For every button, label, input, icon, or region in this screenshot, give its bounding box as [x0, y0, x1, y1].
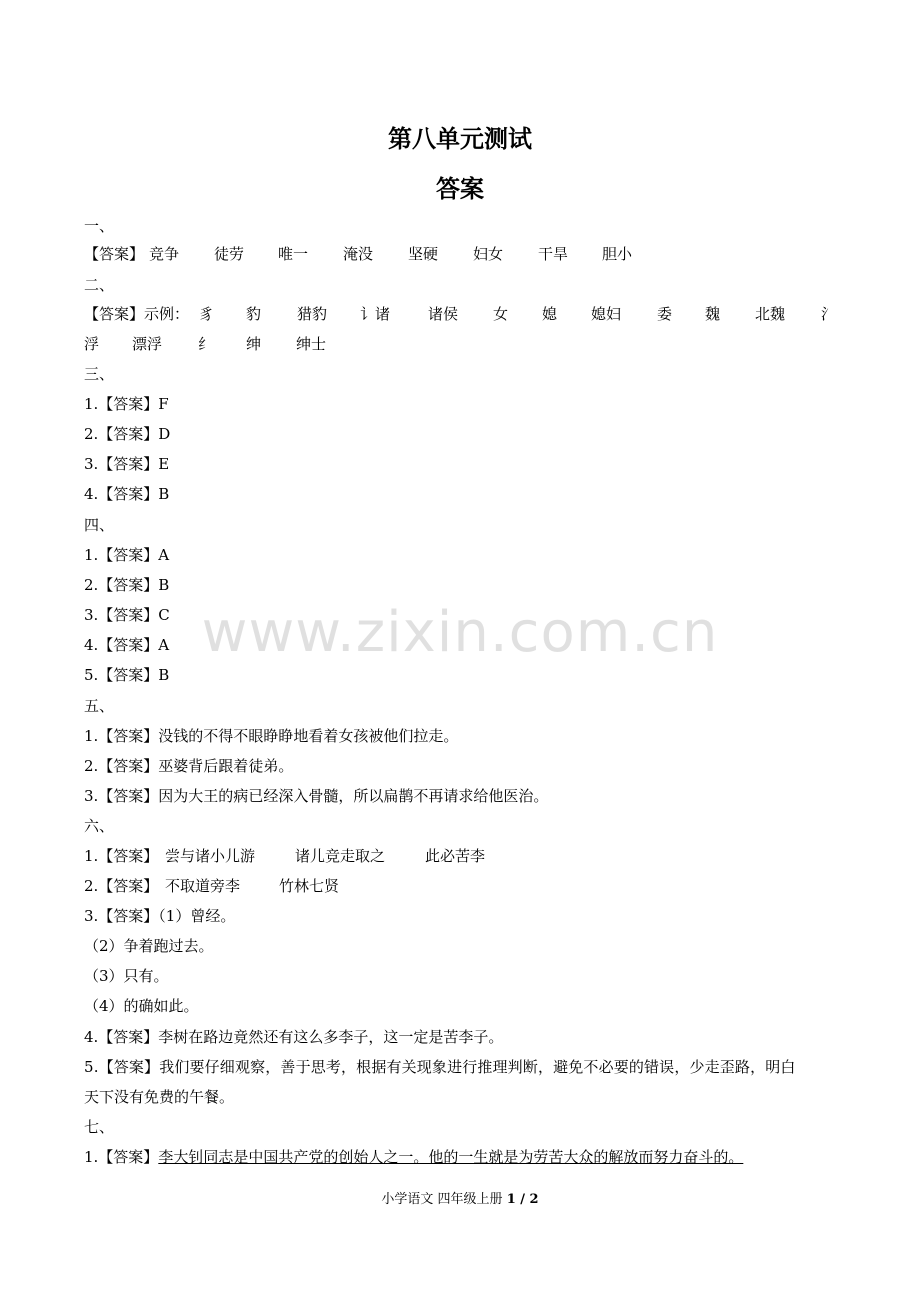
answer-part: 诸儿竞走取之 — [295, 847, 386, 865]
section-2-heading: 二、 — [84, 276, 115, 294]
answer-line — [84, 876, 340, 896]
answer-line: 4.【答案】A — [84, 636, 170, 654]
section-1-answer — [84, 244, 633, 264]
answer-line: 3.【答案】（1）曾经。 — [84, 907, 236, 925]
word: 氵 — [821, 305, 837, 323]
page-subtitle: 答案 — [436, 174, 484, 203]
word: 诸侯 — [428, 305, 459, 323]
answer-prefix: 【答案】 — [84, 245, 145, 263]
word: 女 — [493, 305, 509, 323]
page-title: 第八单元测试 — [388, 124, 532, 153]
word: 讠诸 — [360, 305, 391, 323]
word: 委 — [657, 305, 673, 323]
answer-line: 4.【答案】李树在路边竟然还有这么多李子，这一定是苦李子。 — [84, 1028, 504, 1046]
answer-line-continued: 天下没有免费的午餐。 — [84, 1088, 235, 1106]
answer-line: 3.【答案】E — [84, 455, 170, 473]
answer-prefix: 2.【答案】 — [84, 877, 159, 895]
word: 徒劳 — [214, 245, 245, 263]
word: 媳 — [542, 305, 558, 323]
section-7-heading: 七、 — [84, 1118, 115, 1136]
answer-part: 此必苦李 — [425, 847, 486, 865]
word: 豸 — [199, 305, 215, 323]
answer-line: 5.【答案】我们要仔细观察，善于思考，根据有关现象进行推理判断，避免不必要的错误，少走歪路，明白 — [84, 1058, 796, 1076]
answer-line: 1.【答案】F — [84, 395, 169, 413]
word: 纟 — [198, 335, 214, 353]
answer-part: 不取道旁李 — [165, 877, 241, 895]
page-footer — [0, 1188, 920, 1207]
answer-line: 1.【答案】没钱的不得不眼睁睁地看着女孩被他们拉走。 — [84, 727, 459, 745]
section-6-heading: 六、 — [84, 817, 115, 835]
word: 唯一 — [278, 245, 309, 263]
word: 媳妇 — [591, 305, 622, 323]
section-3-heading: 三、 — [84, 365, 115, 383]
answer-line: 2.【答案】B — [84, 576, 170, 594]
word: 魏 — [705, 305, 721, 323]
section-2-answer-line-1 — [84, 304, 844, 324]
answer-prefix: 【答案】示例： — [84, 305, 190, 323]
word: 绅 — [246, 335, 262, 353]
underlined-answer: 李大钊同志是中国共产党的创始人之一。他的一生就是为劳苦大众的解放而努力奋斗的。 — [158, 1148, 744, 1166]
answer-prefix: 1.【答案】 — [84, 847, 159, 865]
answer-line: 2.【答案】巫婆背后跟着徒弟。 — [84, 757, 294, 775]
word: 妇女 — [473, 245, 504, 263]
answer-line — [84, 846, 486, 866]
page-number: 1 / 2 — [506, 1192, 539, 1207]
word: 干旱 — [538, 245, 569, 263]
section-5-heading: 五、 — [84, 697, 115, 715]
answer-line: 1.【答案】A — [84, 546, 170, 564]
section-1-heading: 一、 — [84, 217, 115, 235]
answer-line: 3.【答案】因为大王的病已经深入骨髓，所以扁鹊不再请求给他医治。 — [84, 787, 549, 805]
section-4-heading: 四、 — [84, 516, 115, 534]
answer-line: 2.【答案】D — [84, 425, 171, 443]
watermark: www.zixin.com.cn — [201, 600, 719, 665]
word: 坚硬 — [408, 245, 439, 263]
answer-subline: （2）争着跑过去。 — [84, 937, 214, 955]
word: 猎豹 — [297, 305, 328, 323]
answer-part: 尝与诸小儿游 — [165, 847, 256, 865]
answer-part: 竹林七贤 — [279, 877, 340, 895]
answer-subline: （4）的确如此。 — [84, 997, 199, 1015]
answer-line: 5.【答案】B — [84, 666, 170, 684]
answer-prefix: 1.【答案】 — [84, 1148, 159, 1166]
answer-line — [84, 1147, 743, 1167]
word: 浮 — [84, 335, 100, 353]
answer-subline: （3）只有。 — [84, 967, 169, 985]
word: 北魏 — [755, 305, 786, 323]
footer-subject: 小学语文 四年级上册 — [381, 1192, 503, 1207]
answer-line: 4.【答案】B — [84, 485, 170, 503]
word: 竞争 — [149, 245, 180, 263]
word: 胆小 — [602, 245, 633, 263]
word: 漂浮 — [132, 335, 163, 353]
word: 淹没 — [343, 245, 374, 263]
answer-line: 3.【答案】C — [84, 606, 170, 624]
word: 豹 — [246, 305, 262, 323]
word: 绅士 — [296, 335, 327, 353]
